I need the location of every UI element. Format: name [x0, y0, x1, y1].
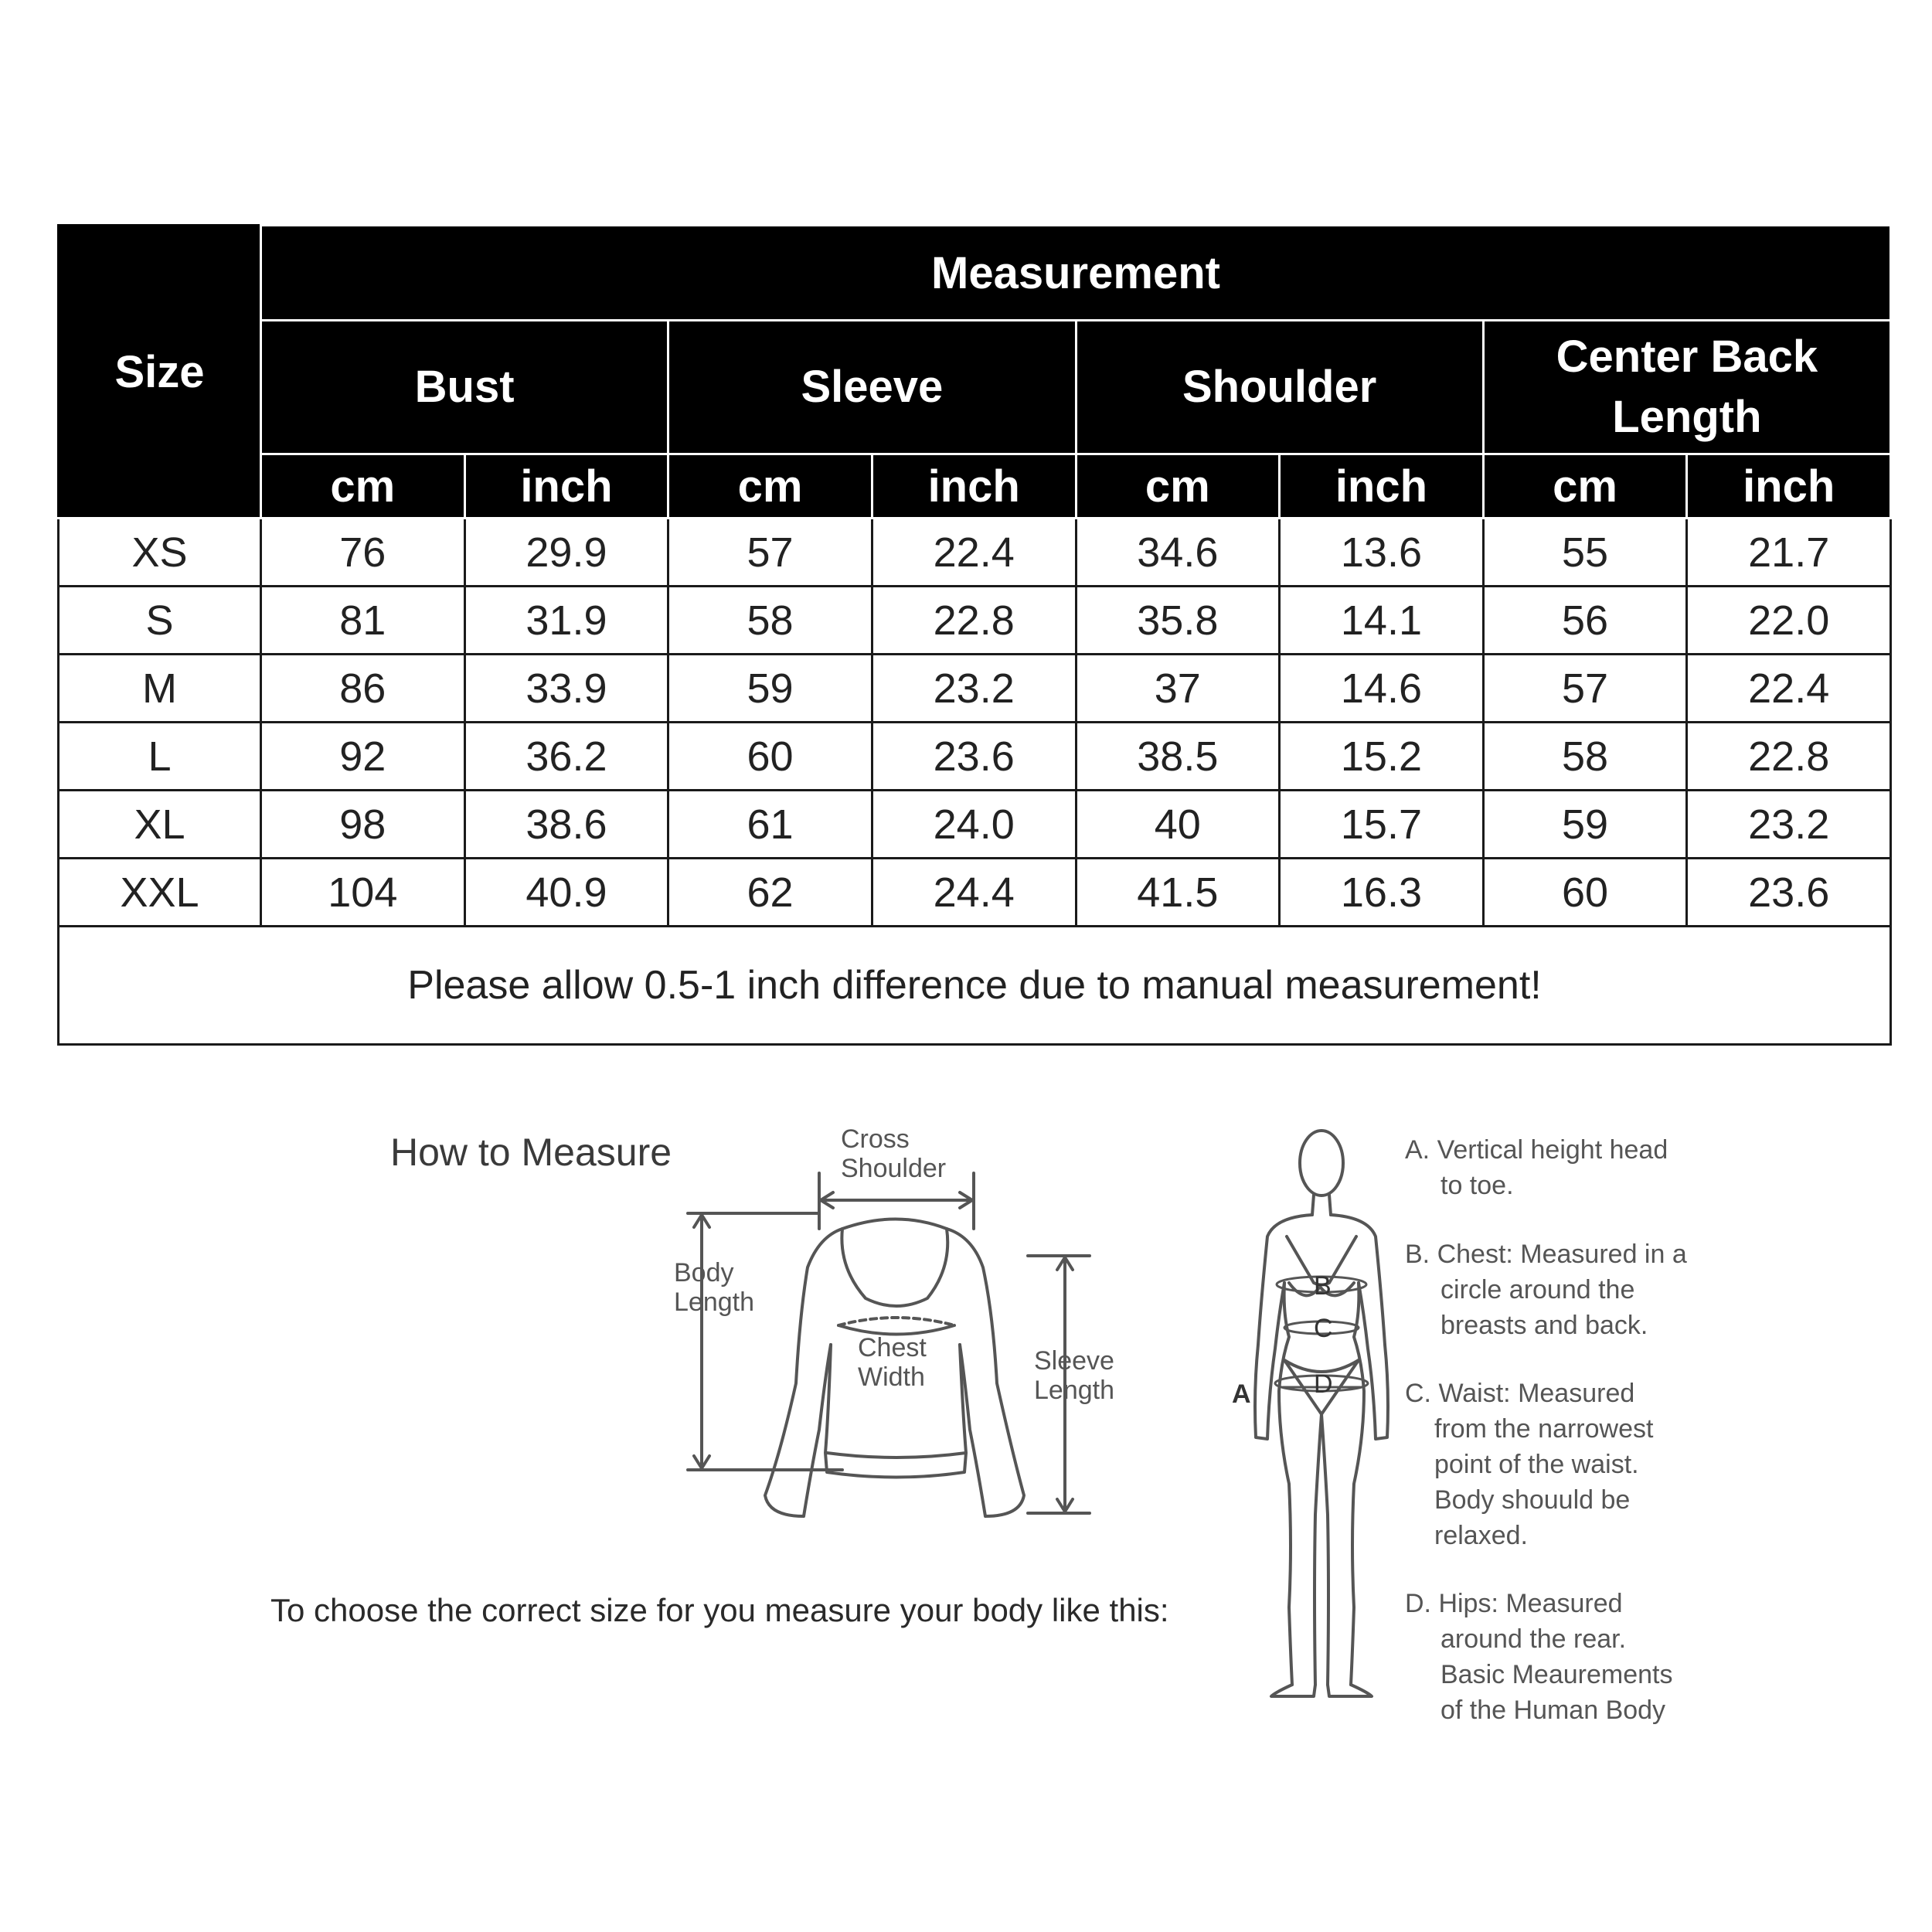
measurement-cell: 58 — [1483, 723, 1687, 791]
measurement-cell: 57 — [668, 519, 872, 587]
group-header-bust: Bust — [261, 321, 668, 454]
size-cell: XS — [59, 519, 261, 587]
measurement-cell: 14.1 — [1280, 587, 1484, 655]
size-header: Size — [59, 226, 261, 519]
measurement-cell: 55 — [1483, 519, 1687, 587]
measurement-cell: 76 — [261, 519, 465, 587]
unit-header: inch — [464, 454, 668, 519]
measurement-cell: 15.7 — [1280, 791, 1484, 859]
measurement-cell: 31.9 — [464, 587, 668, 655]
measurement-cell: 35.8 — [1076, 587, 1280, 655]
label-d: D — [1314, 1369, 1333, 1399]
group-header-sleeve: Sleeve — [668, 321, 1076, 454]
cross-shoulder-label: Cross Shoulder — [841, 1124, 947, 1183]
measurement-cell: 22.8 — [1687, 723, 1891, 791]
measurement-cell: 23.6 — [1687, 859, 1891, 927]
measurement-cell: 34.6 — [1076, 519, 1280, 587]
measurement-cell: 57 — [1483, 655, 1687, 723]
measurement-cell: 81 — [261, 587, 465, 655]
measurement-cell: 23.2 — [872, 655, 1076, 723]
unit-header: cm — [261, 454, 465, 519]
size-cell: L — [59, 723, 261, 791]
group-header-center-back-length: Center Back Length — [1483, 321, 1890, 454]
measurement-cell: 92 — [261, 723, 465, 791]
measurement-cell: 24.4 — [872, 859, 1076, 927]
label-a: A — [1232, 1379, 1251, 1409]
measurement-cell: 23.2 — [1687, 791, 1891, 859]
label-b: B — [1314, 1271, 1332, 1301]
chest-width-label: Chest Width — [858, 1333, 927, 1392]
measurement-cell: 21.7 — [1687, 519, 1891, 587]
label-c: C — [1314, 1314, 1333, 1343]
measurement-cell: 59 — [1483, 791, 1687, 859]
measurement-cell: 60 — [668, 723, 872, 791]
guide-title: How to Measure — [390, 1131, 672, 1174]
measurement-cell: 40.9 — [464, 859, 668, 927]
measurement-cell: 29.9 — [464, 519, 668, 587]
unit-header: inch — [1687, 454, 1891, 519]
guide-instruction: To choose the correct size for you measure your body like this: — [270, 1592, 1169, 1628]
measurement-cell: 86 — [261, 655, 465, 723]
size-cell: M — [59, 655, 261, 723]
unit-header: cm — [1076, 454, 1280, 519]
size-cell: XXL — [59, 859, 261, 927]
size-cell: S — [59, 587, 261, 655]
measurement-cell: 36.2 — [464, 723, 668, 791]
measurement-cell: 58 — [668, 587, 872, 655]
group-header-shoulder: Shoulder — [1076, 321, 1483, 454]
measurement-cell: 22.0 — [1687, 587, 1891, 655]
note-d: D. Hips: Measured around the rear. Basic Meaurements of the Human Body — [1405, 1589, 1673, 1725]
body-length-label: Body Length — [674, 1258, 754, 1317]
measurement-header: Measurement — [261, 226, 1891, 321]
measurement-cell: 61 — [668, 791, 872, 859]
note-c: C. Waist: Measured from the narrowest point of the waist. Body shouuld be relaxed. — [1405, 1379, 1654, 1550]
unit-header: inch — [872, 454, 1076, 519]
measurement-cell: 15.2 — [1280, 723, 1484, 791]
measurement-cell: 22.4 — [872, 519, 1076, 587]
measurement-cell: 23.6 — [872, 723, 1076, 791]
measurement-cell: 24.0 — [872, 791, 1076, 859]
measurement-cell: 38.6 — [464, 791, 668, 859]
measurement-cell: 56 — [1483, 587, 1687, 655]
unit-header: inch — [1280, 454, 1484, 519]
measurement-cell: 104 — [261, 859, 465, 927]
size-cell: XL — [59, 791, 261, 859]
measurement-cell: 13.6 — [1280, 519, 1484, 587]
unit-header: cm — [1483, 454, 1687, 519]
table-footnote: Please allow 0.5-1 inch difference due to manual measurement! — [59, 927, 1891, 1045]
measurement-cell: 16.3 — [1280, 859, 1484, 927]
measurement-cell: 98 — [261, 791, 465, 859]
note-b: B. Chest: Measured in a circle around the breasts and back. — [1405, 1240, 1687, 1340]
measurement-cell: 40 — [1076, 791, 1280, 859]
measurement-cell: 59 — [668, 655, 872, 723]
note-a: A. Vertical height head to toe. — [1405, 1135, 1668, 1200]
sleeve-length-label: Sleeve Length — [1034, 1346, 1114, 1405]
unit-header: cm — [668, 454, 872, 519]
measurement-cell: 41.5 — [1076, 859, 1280, 927]
measurement-cell: 60 — [1483, 859, 1687, 927]
measurement-cell: 38.5 — [1076, 723, 1280, 791]
measurement-cell: 22.4 — [1687, 655, 1891, 723]
measurement-cell: 37 — [1076, 655, 1280, 723]
measurement-cell: 22.8 — [872, 587, 1076, 655]
measurement-cell: 33.9 — [464, 655, 668, 723]
measurement-cell: 62 — [668, 859, 872, 927]
measurement-cell: 14.6 — [1280, 655, 1484, 723]
